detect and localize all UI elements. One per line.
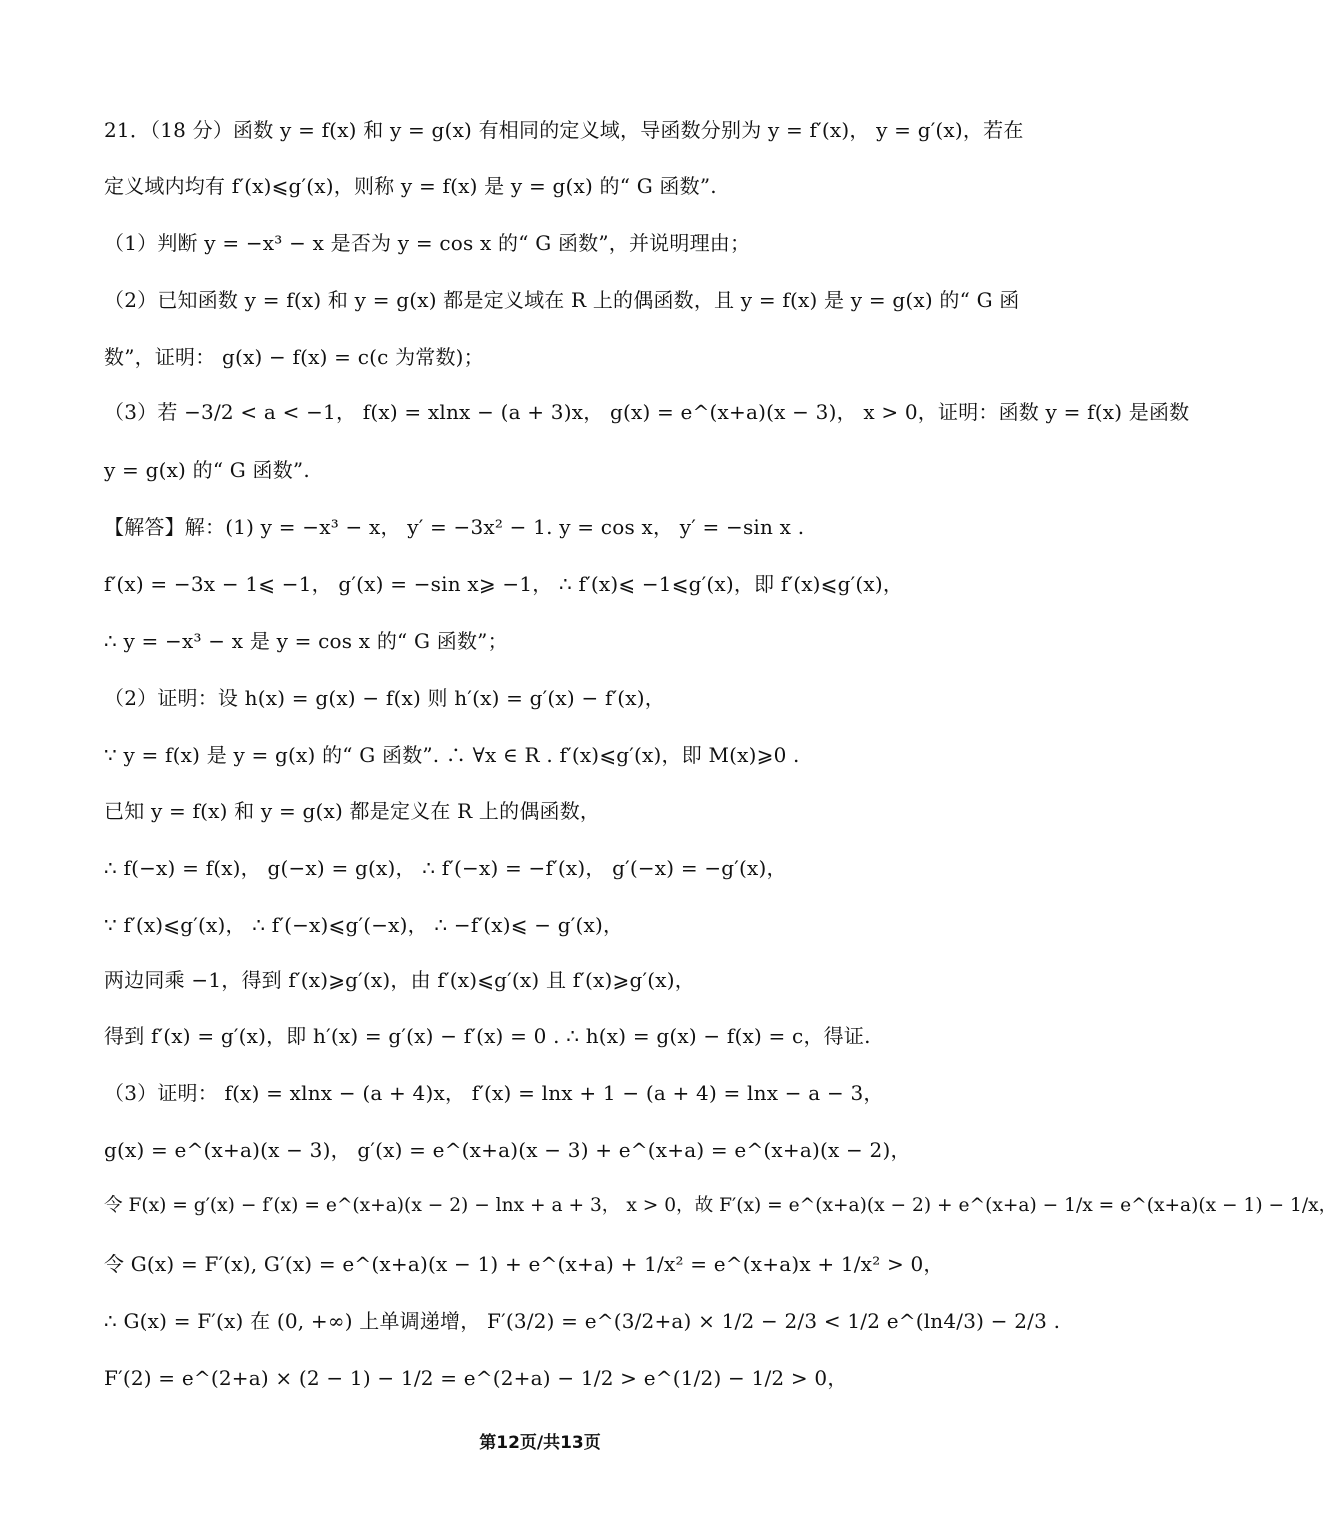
solution-part-2-line-1: （2）证明：设 h(x) = g(x) − f(x) 则 h′(x) = g′(x) − f′(x)，	[104, 686, 665, 710]
part-3-question-line-2: y = g(x) 的“ G 函数”.	[104, 458, 310, 482]
part-1-question: （1）判断 y = −x³ − x 是否为 y = cos x 的“ G 函数”，并说明理由；	[104, 231, 751, 255]
solution-part-1-line-1: 【解答】解：(1) y = −x³ − x， y′ = −3x² − 1. y = cos x， y′ = −sin x .	[104, 515, 805, 539]
solution-part-3-line-6: F′(2) = e^(2+a) × (2 − 1) − 1/2 = e^(2+a) − 1/2 > e^(1/2) − 1/2 > 0，	[104, 1366, 848, 1390]
solution-part-2-line-6: 两边同乘 −1，得到 f′(x)⩾g′(x)，由 f′(x)⩽g′(x) 且 f′(x)⩾g′(x)，	[104, 968, 695, 992]
solution-part-3-line-3: 令 F(x) = g′(x) − f′(x) = e^(x+a)(x − 2) − lnx + a + 3， x > 0，故 F′(x) = e^(x+a)(x − 2) + e^(x+a) − 1/x = e^(x+a)(x − 1) − 1/x，	[104, 1195, 1337, 1216]
solution-part-2-line-2: ∵ y = f(x) 是 y = g(x) 的“ G 函数”. ∴ ∀x ∈ R . f′(x)⩽g′(x)，即 M(x)⩾0 .	[104, 743, 800, 767]
solution-part-2-conclusion: 得到 f′(x) = g′(x)，即 h′(x) = g′(x) − f′(x) = 0 . ∴ h(x) = g(x) − f(x) = c，得证.	[104, 1024, 871, 1048]
solution-part-1-line-2: f′(x) = −3x − 1⩽ −1， g′(x) = −sin x⩾ −1， ∴ f′(x)⩽ −1⩽g′(x)，即 f′(x)⩽g′(x)，	[104, 572, 904, 596]
solution-part-3-line-1: （3）证明： f(x) = xlnx − (a + 4)x， f′(x) = lnx + 1 − (a + 4) = lnx − a − 3，	[104, 1081, 884, 1105]
problem-statement-line-1: 21．（18 分）函数 y = f(x) 和 y = g(x) 有相同的定义域，导函数分别为 y = f′(x)， y = g′(x)，若在	[104, 118, 1024, 142]
page-number: 第12页/共13页	[479, 1433, 601, 1453]
solution-part-2-line-4: ∴ f(−x) = f(x)， g(−x) = g(x)， ∴ f′(−x) = −f′(x)， g′(−x) = −g′(x)，	[104, 856, 787, 880]
solution-part-2-line-3: 已知 y = f(x) 和 y = g(x) 都是定义在 R 上的偶函数，	[104, 799, 601, 823]
solution-part-1-conclusion: ∴ y = −x³ − x 是 y = cos x 的“ G 函数”；	[104, 629, 508, 653]
problem-statement-line-2: 定义域内均有 f′(x)⩽g′(x)，则称 y = f(x) 是 y = g(x) 的“ G 函数”.	[104, 174, 717, 198]
part-2-question-line-2: 数”，证明： g(x) − f(x) = c(c 为常数)；	[104, 345, 484, 369]
solution-part-3-line-5: ∴ G(x) = F′(x) 在 (0, +∞) 上单调递增， F′(3/2) = e^(3/2+a) × 1/2 − 2/3 < 1/2 e^(ln4/3) − 2/3 .	[104, 1309, 1061, 1333]
solution-part-3-line-2: g(x) = e^(x+a)(x − 3)， g′(x) = e^(x+a)(x − 3) + e^(x+a) = e^(x+a)(x − 2)，	[104, 1138, 911, 1162]
part-2-question-line-1: （2）已知函数 y = f(x) 和 y = g(x) 都是定义域在 R 上的偶函数，且 y = f(x) 是 y = g(x) 的“ G 函	[104, 288, 1020, 312]
solution-part-2-line-5: ∵ f′(x)⩽g′(x)， ∴ f′(−x)⩽g′(−x)， ∴ −f′(x)⩽ − g′(x)，	[104, 913, 624, 937]
part-3-question-line-1: （3）若 −3/2 < a < −1， f(x) = xlnx − (a + 3)x， g(x) = e^(x+a)(x − 3)， x > 0，证明：函数 y = f(x) 是函数	[104, 400, 1190, 424]
solution-part-3-line-4: 令 G(x) = F′(x), G′(x) = e^(x+a)(x − 1) + e^(x+a) + 1/x² = e^(x+a)x + 1/x² > 0，	[104, 1252, 944, 1276]
